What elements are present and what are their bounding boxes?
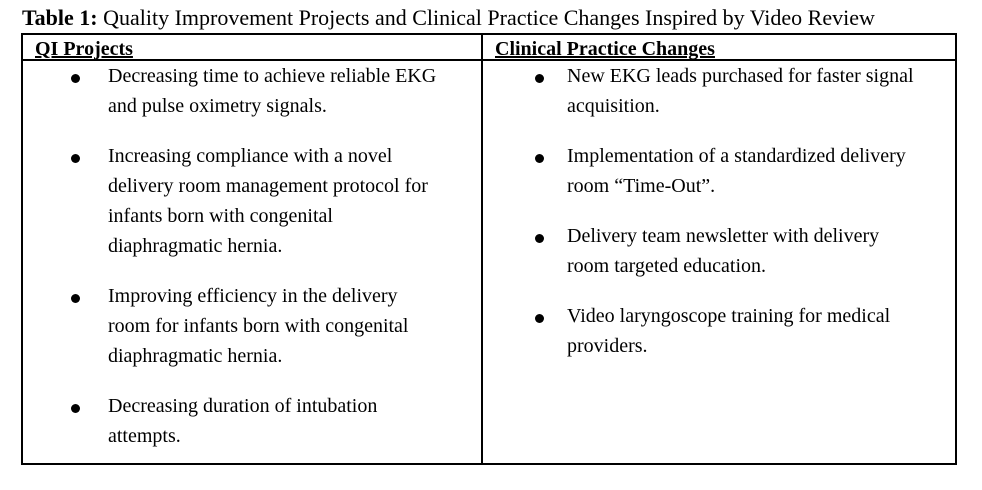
- list-item: [483, 141, 957, 201]
- bullet-icon: [535, 314, 544, 323]
- text-line: diaphragmatic hernia.: [108, 345, 283, 367]
- qi-projects-header: QI Projects: [35, 38, 133, 60]
- text-line: Delivery team newsletter with delivery: [567, 225, 880, 247]
- clinical-practice-changes-header: Clinical Practice Changes: [495, 38, 715, 60]
- list-item-text: [23, 141, 468, 261]
- list-item: [483, 221, 957, 281]
- text-line: delivery room management protocol for: [108, 175, 428, 197]
- text-line: Improving efficiency in the delivery: [108, 285, 398, 307]
- qi-projects-list: [23, 61, 481, 471]
- list-item: [23, 391, 481, 451]
- text-line: and pulse oximetry signals.: [108, 95, 327, 117]
- table-caption-text: Quality Improvement Projects and Clinical Practice Changes Inspired by Video Review: [97, 5, 875, 30]
- bullet-icon: [71, 154, 80, 163]
- list-item: [483, 61, 957, 121]
- list-item: [483, 301, 957, 361]
- qi-table: [21, 33, 957, 465]
- bullet-icon: [71, 294, 80, 303]
- text-line: room targeted education.: [567, 255, 767, 277]
- text-line: attempts.: [108, 425, 181, 447]
- bullet-icon: [535, 234, 544, 243]
- text-line: Increasing compliance with a novel: [108, 145, 393, 167]
- text-line: acquisition.: [567, 95, 660, 117]
- bullet-icon: [535, 154, 544, 163]
- list-item-text: [23, 281, 468, 371]
- text-line: New EKG leads purchased for faster signal: [567, 65, 914, 87]
- list-item-text: [23, 391, 468, 451]
- text-line: room “Time-Out”.: [567, 175, 716, 197]
- bullet-icon: [71, 74, 80, 83]
- list-item-text: [483, 221, 952, 281]
- text-line: providers.: [567, 335, 648, 357]
- table-caption-label: Table 1:: [22, 5, 98, 30]
- table-caption: [22, 4, 875, 32]
- text-line: Decreasing time to achieve reliable EKG: [108, 65, 437, 87]
- text-line: Implementation of a standardized delivery: [567, 145, 906, 167]
- clinical-practice-changes-list: [483, 61, 957, 381]
- list-item-text: [483, 141, 952, 201]
- list-item-text: [483, 61, 952, 121]
- bullet-icon: [71, 404, 80, 413]
- text-line: Video laryngoscope training for medical: [567, 305, 891, 327]
- list-item-text: [23, 61, 468, 121]
- text-line: Decreasing duration of intubation: [108, 395, 378, 417]
- list-item-text: [483, 301, 952, 361]
- text-line: room for infants born with congenital: [108, 315, 409, 337]
- bullet-icon: [535, 74, 544, 83]
- list-item: [23, 141, 481, 261]
- text-line: infants born with congenital: [108, 205, 333, 227]
- list-item: [23, 281, 481, 371]
- text-line: diaphragmatic hernia.: [108, 235, 283, 257]
- list-item: [23, 61, 481, 121]
